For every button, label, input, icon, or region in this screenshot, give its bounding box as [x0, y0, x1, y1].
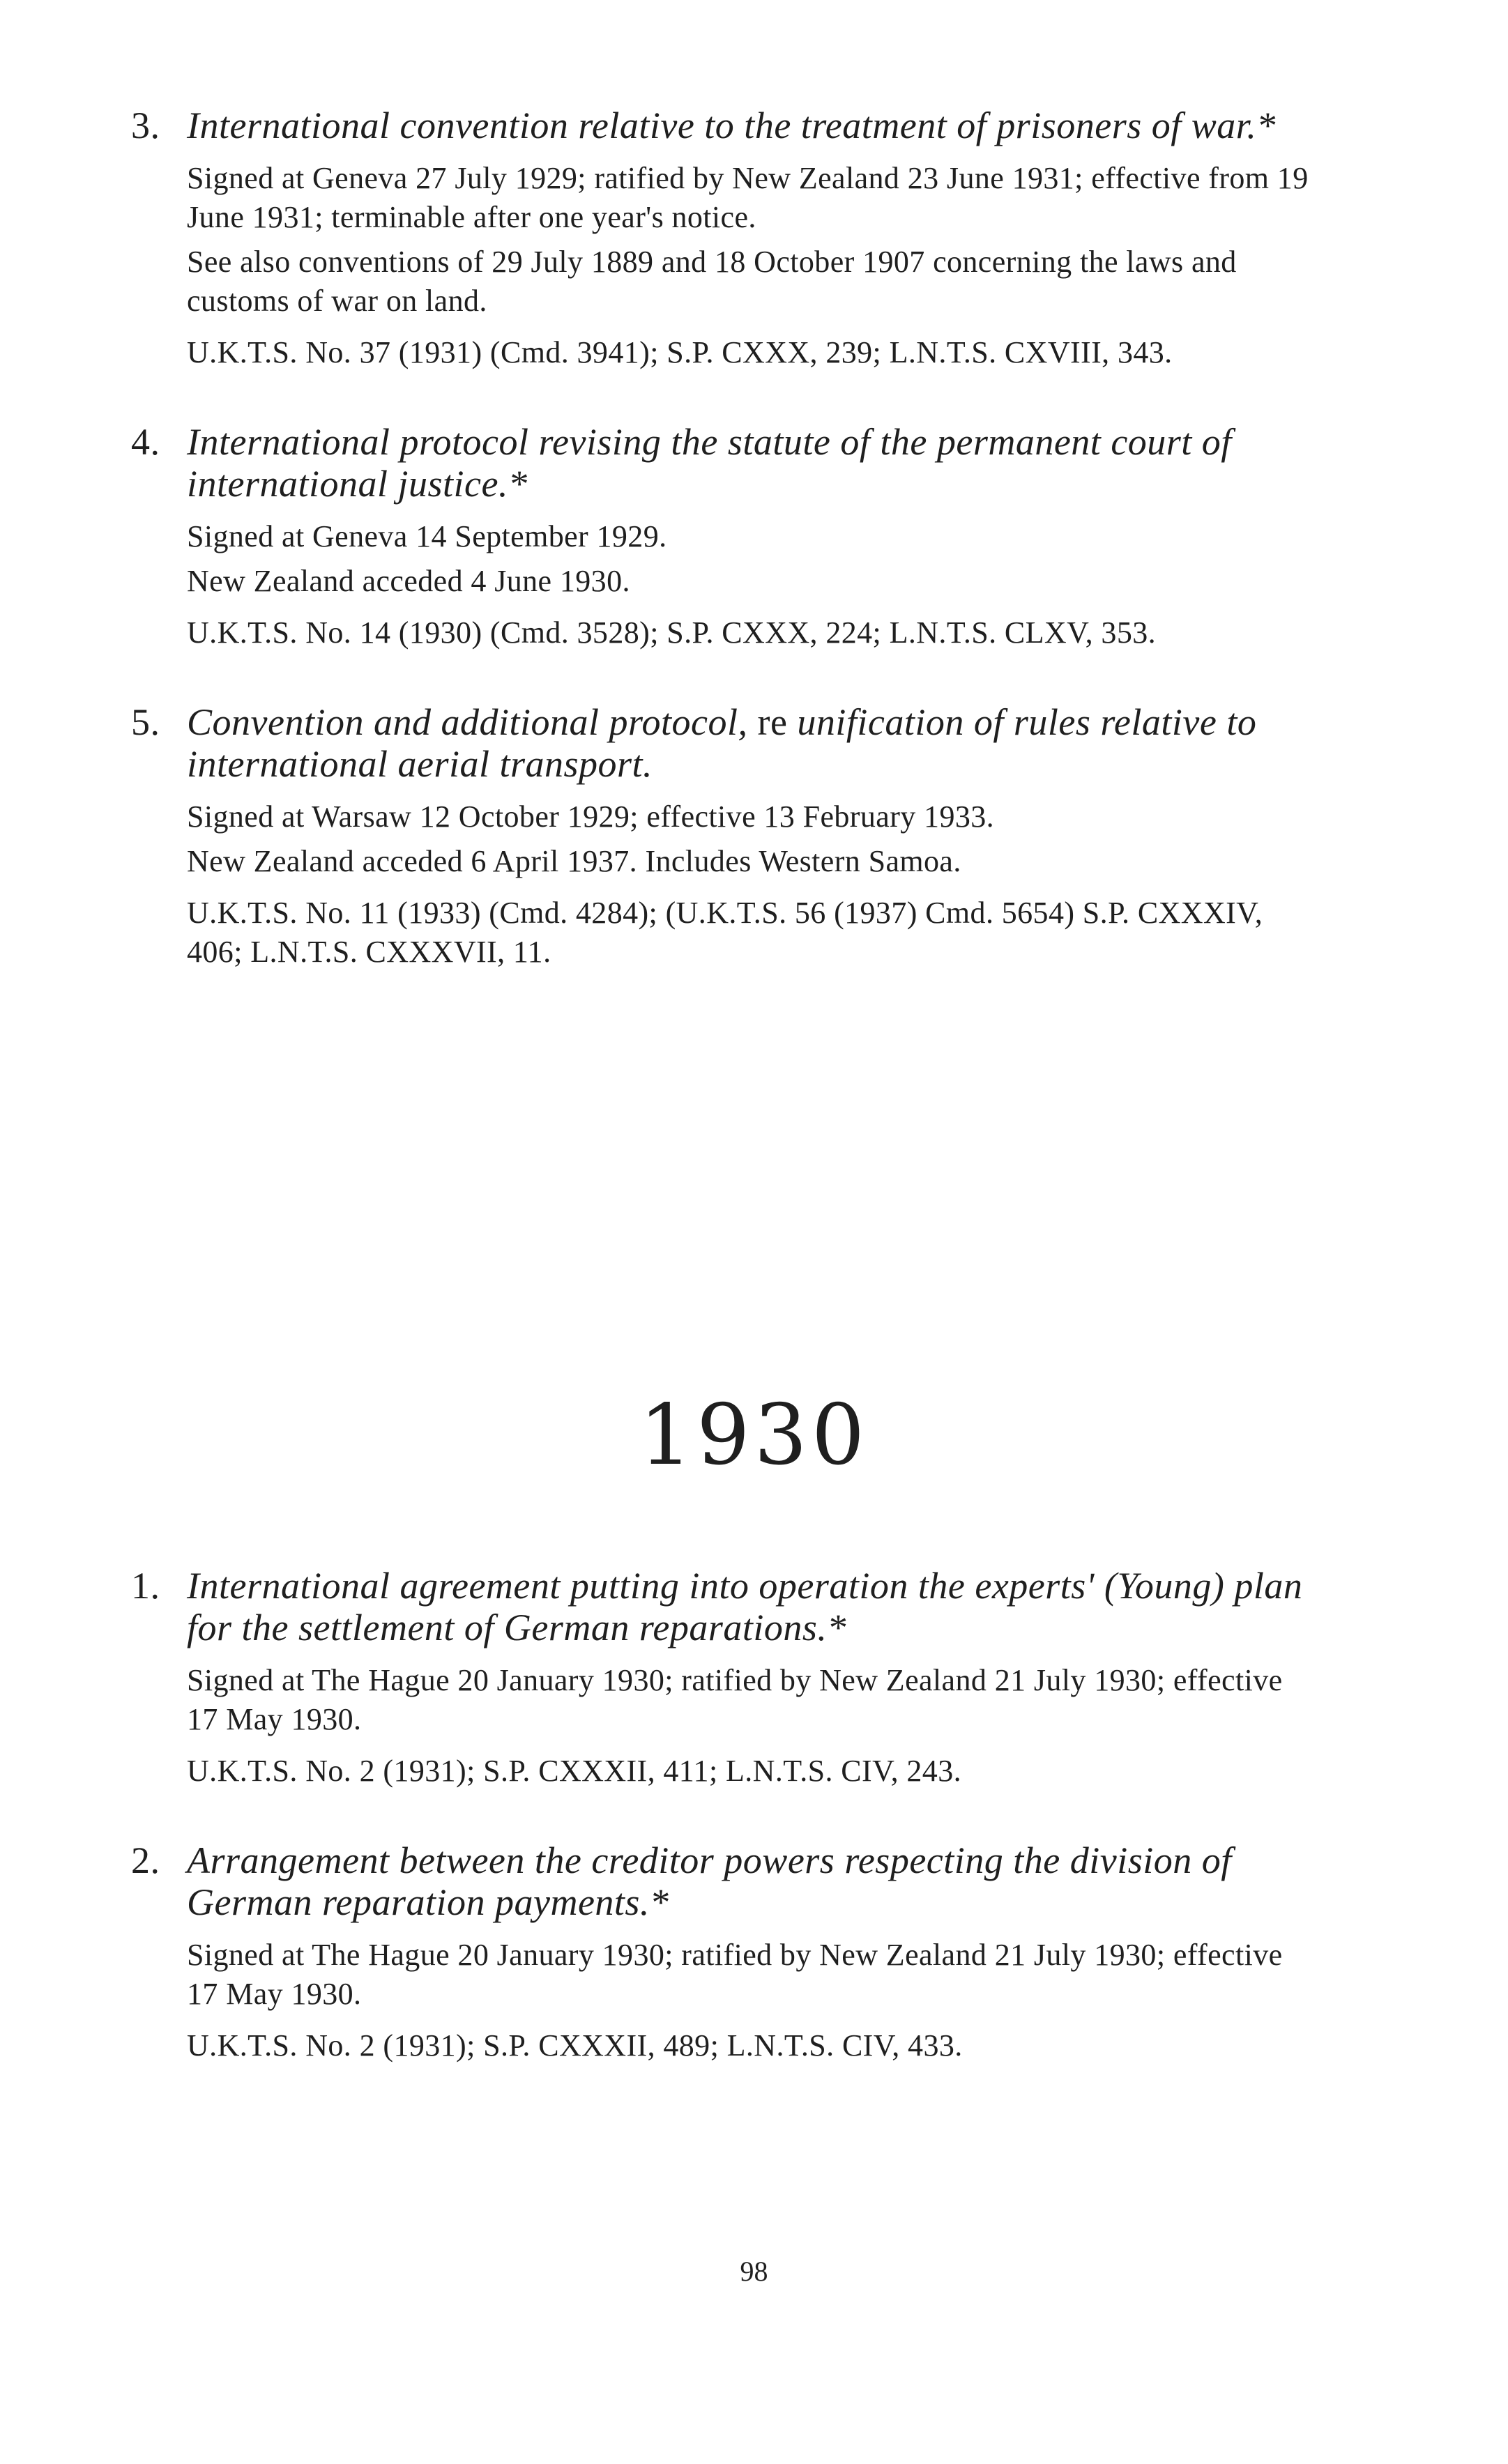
page-number: 98 — [740, 2256, 768, 2287]
entry-heading — [131, 1839, 1316, 1923]
entry-reference: U.K.T.S. No. 14 (1930) (Cmd. 3528); S.P. CXXX, 224; L.N.T.S. CLXV, 353. — [187, 615, 1157, 650]
entry-paragraph: Signed at Warsaw 12 October 1929; effective 13 February 1933. — [187, 799, 995, 834]
entry-title: International agreement putting into operation the experts' (Young) plan for the settlement of German reparations.* — [187, 1565, 1303, 1648]
entry-reference: U.K.T.S. No. 11 (1933) (Cmd. 4284); (U.K.T.S. 56 (1937) Cmd. 5654) S.P. CXXXIV, 406; L.N.T.S. CXXXVII, 11. — [187, 896, 1263, 969]
entry-paragraph: Signed at Geneva 27 July 1929; ratified by New Zealand 23 June 1931; effective from 19 June 1931; terminable after one year's notice. — [187, 161, 1309, 234]
entry-paragraph: Signed at The Hague 20 January 1930; ratified by New Zealand 21 July 1930; effective 17 May 1930. — [187, 1938, 1283, 2011]
entry-reference: U.K.T.S. No. 2 (1931); S.P. CXXXII, 411; L.N.T.S. CIV, 243. — [187, 1754, 962, 1788]
treaty-entry — [131, 421, 1316, 652]
entry-title: Arrangement between the creditor powers respecting the division of German reparation payments.* — [187, 1839, 1232, 1923]
treaty-entry — [131, 701, 1316, 972]
entry-reference: U.K.T.S. No. 2 (1931); S.P. CXXXII, 489; L.N.T.S. CIV, 433. — [187, 2028, 963, 2063]
entry-title-part2: unification of rules relative to international aerial transport. — [187, 701, 1257, 785]
entry-heading — [131, 701, 1316, 785]
entry-number: 2. — [131, 1839, 160, 1881]
entry-number: 3. — [131, 105, 160, 146]
entry-number: 1. — [131, 1565, 160, 1607]
entry-title-roman: re — [747, 701, 798, 743]
year-heading: 1930 — [639, 1387, 869, 1484]
entry-paragraph: Signed at Geneva 14 September 1929. — [187, 519, 667, 553]
entry-reference: U.K.T.S. No. 37 (1931) (Cmd. 3941); S.P. CXXX, 239; L.N.T.S. CXVIII, 343. — [187, 335, 1173, 369]
treaty-entry — [131, 105, 1316, 372]
entry-title-part1: Convention and additional protocol, — [187, 701, 748, 743]
entry-paragraph: New Zealand acceded 6 April 1937. Includes Western Samoa. — [187, 844, 961, 878]
entry-paragraph: See also conventions of 29 July 1889 and 18 October 1907 concerning the laws and customs of war on land. — [187, 245, 1237, 318]
treaty-entry — [131, 1565, 1316, 1791]
entry-heading — [131, 105, 1316, 146]
entry-heading — [131, 1565, 1316, 1648]
entry-title: International convention relative to the treatment of prisoners of war.* — [187, 105, 1276, 146]
entry-number: 4. — [131, 421, 160, 463]
entry-title: International protocol revising the statute of the permanent court of international justice.* — [187, 421, 1232, 505]
entry-number: 5. — [131, 701, 160, 743]
entry-paragraph: Signed at The Hague 20 January 1930; ratified by New Zealand 21 July 1930; effective 17 May 1930. — [187, 1663, 1283, 1736]
entries-1929 — [131, 105, 1316, 972]
entry-paragraph: New Zealand acceded 4 June 1930. — [187, 564, 630, 598]
entry-heading — [131, 421, 1316, 505]
entries-1930 — [131, 1565, 1316, 2065]
treaty-entry — [131, 1839, 1316, 2065]
